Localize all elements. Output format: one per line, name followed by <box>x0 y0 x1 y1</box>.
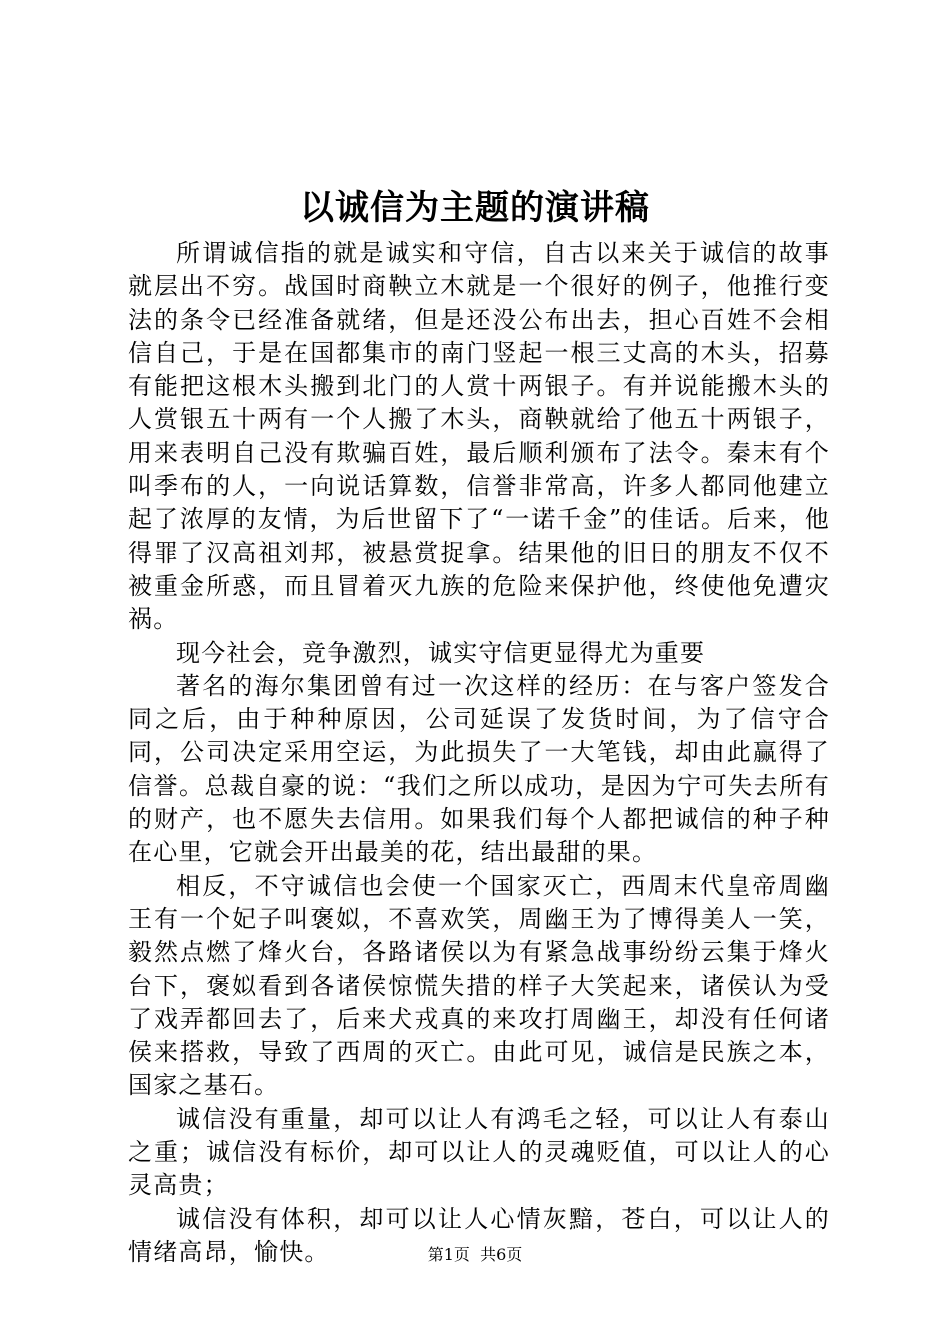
paragraph-3: 著名的海尔集团曾有过一次这样的经历：在与客户签发合同之后，由于种种原因，公司延误了发货时间，为了信守合同，公司决定采用空运，为此损失了一大笔钱，却由此赢得了信誉。总裁自豪的说：“我们之所以成功，是因为宁可失去所有的财产，也不愿失去信用。如果我们每个人都把诚信的种子种在心里，它就会开出最美的花，结出最甜的果。 <box>128 671 830 867</box>
document-title: 以诚信为主题的演讲稿 <box>300 188 650 228</box>
paragraph-2: 现今社会，竞争激烈，诚实守信更显得尤为重要 <box>176 638 706 667</box>
paragraph-1: 所谓诚信指的就是诚实和守信，自古以来关于诚信的故事就层出不穷。战国时商鞅立木就是一个很好的例子，他推行变法的条令已经准备就绪，但是还没公布出去，担心百姓不会相信自己，于是在国都集市的南门竖起一根三丈高的木头，招募有能把这根木头搬到北门的人赏十两银子。有并说能搬木头的人赏银五十两有一个人搬了木头，商鞅就给了他五十两银子，用来表明自己没有欺骗百姓，最后顺利颁布了法令。秦末有个叫季布的人，一向说话算数，信誉非常高，许多人都同他建立起了浓厚的友情，为后世留下了“一诺千金”的佳话。后来，他得罪了汉高祖刘邦，被悬赏捉拿。结果他的旧日的朋友不仅不被重金所惑，而且冒着灭九族的危险来保护他，终使他免遭灾祸。 <box>128 239 830 634</box>
page-total: 共6页 <box>480 1245 523 1264</box>
paragraph-4: 相反，不守诚信也会使一个国家灭亡，西周末代皇帝周幽王有一个妃子叫褒姒，不喜欢笑，周幽王为了博得美人一笑，毅然点燃了烽火台，各路诸侯以为有紧急战事纷纷云集于烽火台下，褒姒看到各诸侯惊慌失措的样子大笑起来，诸侯认为受了戏弄都回去了，后来犬戎真的来攻打周幽王，却没有任何诸侯来搭救，导致了西周的灭亡。由此可见，诚信是民族之本，国家之基石。 <box>128 871 830 1100</box>
footer-spacer <box>470 1245 480 1264</box>
paragraph-5: 诚信没有重量，却可以让人有鸿毛之轻，可以让人有泰山之重；诚信没有标价，却可以让人的灵魂贬值，可以让人的心灵高贵； <box>128 1104 830 1200</box>
page-footer <box>0 1244 950 1266</box>
document-body <box>128 237 830 1269</box>
page-number: 第1页 <box>427 1245 470 1264</box>
paragraph-6: 诚信没有体积，却可以让人心情灰黯，苍白，可以让人的情绪高昂，愉快。 <box>128 1204 830 1266</box>
